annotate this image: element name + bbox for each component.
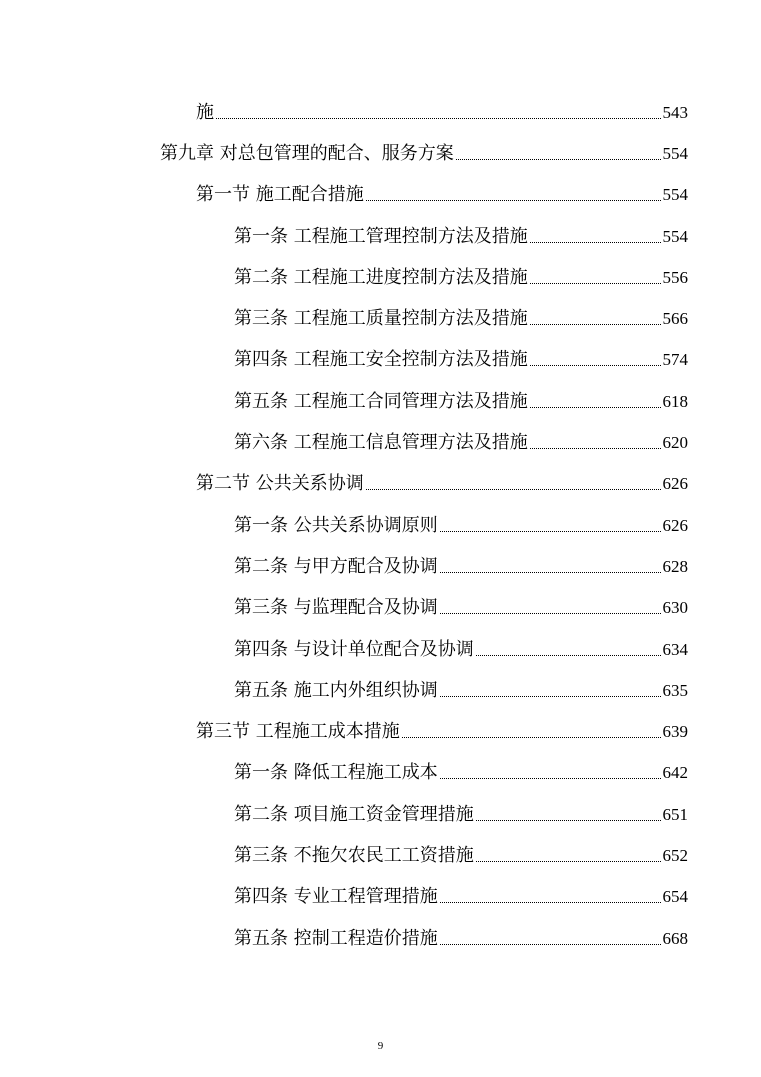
toc-entry-title: 第一条 降低工程施工成本 bbox=[234, 762, 438, 784]
toc-entry-article[interactable] bbox=[0, 257, 761, 298]
toc-entry-title: 第五条 工程施工合同管理方法及措施 bbox=[234, 390, 528, 412]
toc-entry-page: 618 bbox=[662, 391, 688, 411]
toc-entry-title: 第一节 施工配合措施 bbox=[196, 184, 364, 206]
toc-entry-section[interactable] bbox=[0, 464, 761, 505]
toc-entry-title: 第二条 项目施工资金管理措施 bbox=[234, 803, 474, 825]
toc-entry-title: 第五条 控制工程造价措施 bbox=[234, 927, 438, 949]
toc-entry-title: 第三节 工程施工成本措施 bbox=[196, 721, 400, 743]
toc-dot-leader bbox=[456, 143, 661, 165]
toc-entry-title: 施 bbox=[196, 101, 214, 123]
toc-entry-article[interactable] bbox=[0, 505, 761, 546]
toc-entry-article[interactable] bbox=[0, 629, 761, 670]
toc-entry-title: 第四条 与设计单位配合及协调 bbox=[234, 638, 474, 660]
toc-dot-leader bbox=[530, 391, 661, 413]
toc-entry-title: 第三条 工程施工质量控制方法及措施 bbox=[234, 308, 528, 330]
toc-dot-leader bbox=[402, 721, 661, 743]
toc-entry-article[interactable] bbox=[0, 298, 761, 339]
toc-entry-chapter[interactable] bbox=[0, 133, 761, 174]
toc-entry-article[interactable] bbox=[0, 588, 761, 629]
toc-entry-page: 654 bbox=[662, 887, 688, 907]
toc-dot-leader bbox=[530, 432, 661, 454]
toc-entry-article[interactable] bbox=[0, 794, 761, 835]
toc-entry-page: 620 bbox=[662, 433, 688, 453]
table-of-contents bbox=[0, 92, 761, 959]
toc-entry-article[interactable] bbox=[0, 381, 761, 422]
toc-entry-section[interactable] bbox=[0, 175, 761, 216]
toc-entry-title: 第三条 与监理配合及协调 bbox=[234, 597, 438, 619]
toc-dot-leader bbox=[530, 308, 661, 330]
toc-dot-leader bbox=[366, 473, 661, 495]
toc-dot-leader bbox=[476, 804, 661, 826]
toc-entry-title: 第二条 与甲方配合及协调 bbox=[234, 555, 438, 577]
toc-entry-page: 634 bbox=[662, 639, 688, 659]
toc-entry-title: 第四条 工程施工安全控制方法及措施 bbox=[234, 349, 528, 371]
toc-entry-title: 第三条 不拖欠农民工工资措施 bbox=[234, 844, 474, 866]
toc-entry-article[interactable] bbox=[0, 670, 761, 711]
toc-entry-page: 642 bbox=[662, 763, 688, 783]
toc-entry-page: 651 bbox=[662, 804, 688, 824]
toc-dot-leader bbox=[440, 762, 661, 784]
toc-entry-page: 574 bbox=[662, 350, 688, 370]
toc-entry-title: 第二节 公共关系协调 bbox=[196, 473, 364, 495]
toc-entry-page: 639 bbox=[662, 722, 688, 742]
toc-entry-article[interactable] bbox=[0, 753, 761, 794]
toc-entry-title: 第九章 对总包管理的配合、服务方案 bbox=[160, 142, 454, 164]
toc-dot-leader bbox=[440, 680, 661, 702]
toc-dot-leader bbox=[530, 267, 661, 289]
toc-entry-title: 第四条 专业工程管理措施 bbox=[234, 886, 438, 908]
toc-entry-page: 626 bbox=[662, 474, 688, 494]
toc-entry-page: 556 bbox=[662, 267, 688, 287]
toc-entry-article[interactable] bbox=[0, 422, 761, 463]
toc-entry-title: 第五条 施工内外组织协调 bbox=[234, 679, 438, 701]
page-number: 9 bbox=[377, 1040, 384, 1052]
toc-entry-article[interactable] bbox=[0, 877, 761, 918]
toc-dot-leader bbox=[366, 184, 661, 206]
toc-dot-leader bbox=[476, 639, 661, 661]
toc-dot-leader bbox=[476, 845, 661, 867]
toc-entry-page: 668 bbox=[662, 928, 688, 948]
toc-entry[interactable] bbox=[0, 92, 761, 133]
toc-entry-title: 第二条 工程施工进度控制方法及措施 bbox=[234, 266, 528, 288]
toc-entry-article[interactable] bbox=[0, 546, 761, 587]
toc-entry-article[interactable] bbox=[0, 340, 761, 381]
toc-entry-title: 第六条 工程施工信息管理方法及措施 bbox=[234, 432, 528, 454]
toc-dot-leader bbox=[216, 102, 661, 124]
toc-dot-leader bbox=[530, 349, 661, 371]
toc-entry-page: 566 bbox=[662, 309, 688, 329]
toc-entry-page: 628 bbox=[662, 556, 688, 576]
toc-dot-leader bbox=[440, 928, 661, 950]
toc-entry-title: 第一条 工程施工管理控制方法及措施 bbox=[234, 225, 528, 247]
toc-entry-page: 652 bbox=[662, 845, 688, 865]
toc-entry-page: 554 bbox=[662, 143, 688, 163]
toc-entry-article[interactable] bbox=[0, 216, 761, 257]
toc-entry-page: 626 bbox=[662, 515, 688, 535]
toc-entry-page: 554 bbox=[662, 226, 688, 246]
toc-entry-page: 554 bbox=[662, 185, 688, 205]
toc-entry-title: 第一条 公共关系协调原则 bbox=[234, 514, 438, 536]
toc-entry-section[interactable] bbox=[0, 711, 761, 752]
toc-dot-leader bbox=[440, 515, 661, 537]
toc-entry-page: 630 bbox=[662, 598, 688, 618]
toc-entry-page: 635 bbox=[662, 680, 688, 700]
toc-dot-leader bbox=[440, 597, 661, 619]
toc-entry-page: 543 bbox=[662, 102, 688, 122]
toc-dot-leader bbox=[530, 226, 661, 248]
toc-entry-article[interactable] bbox=[0, 918, 761, 959]
toc-dot-leader bbox=[440, 556, 661, 578]
toc-dot-leader bbox=[440, 886, 661, 908]
toc-entry-article[interactable] bbox=[0, 835, 761, 876]
